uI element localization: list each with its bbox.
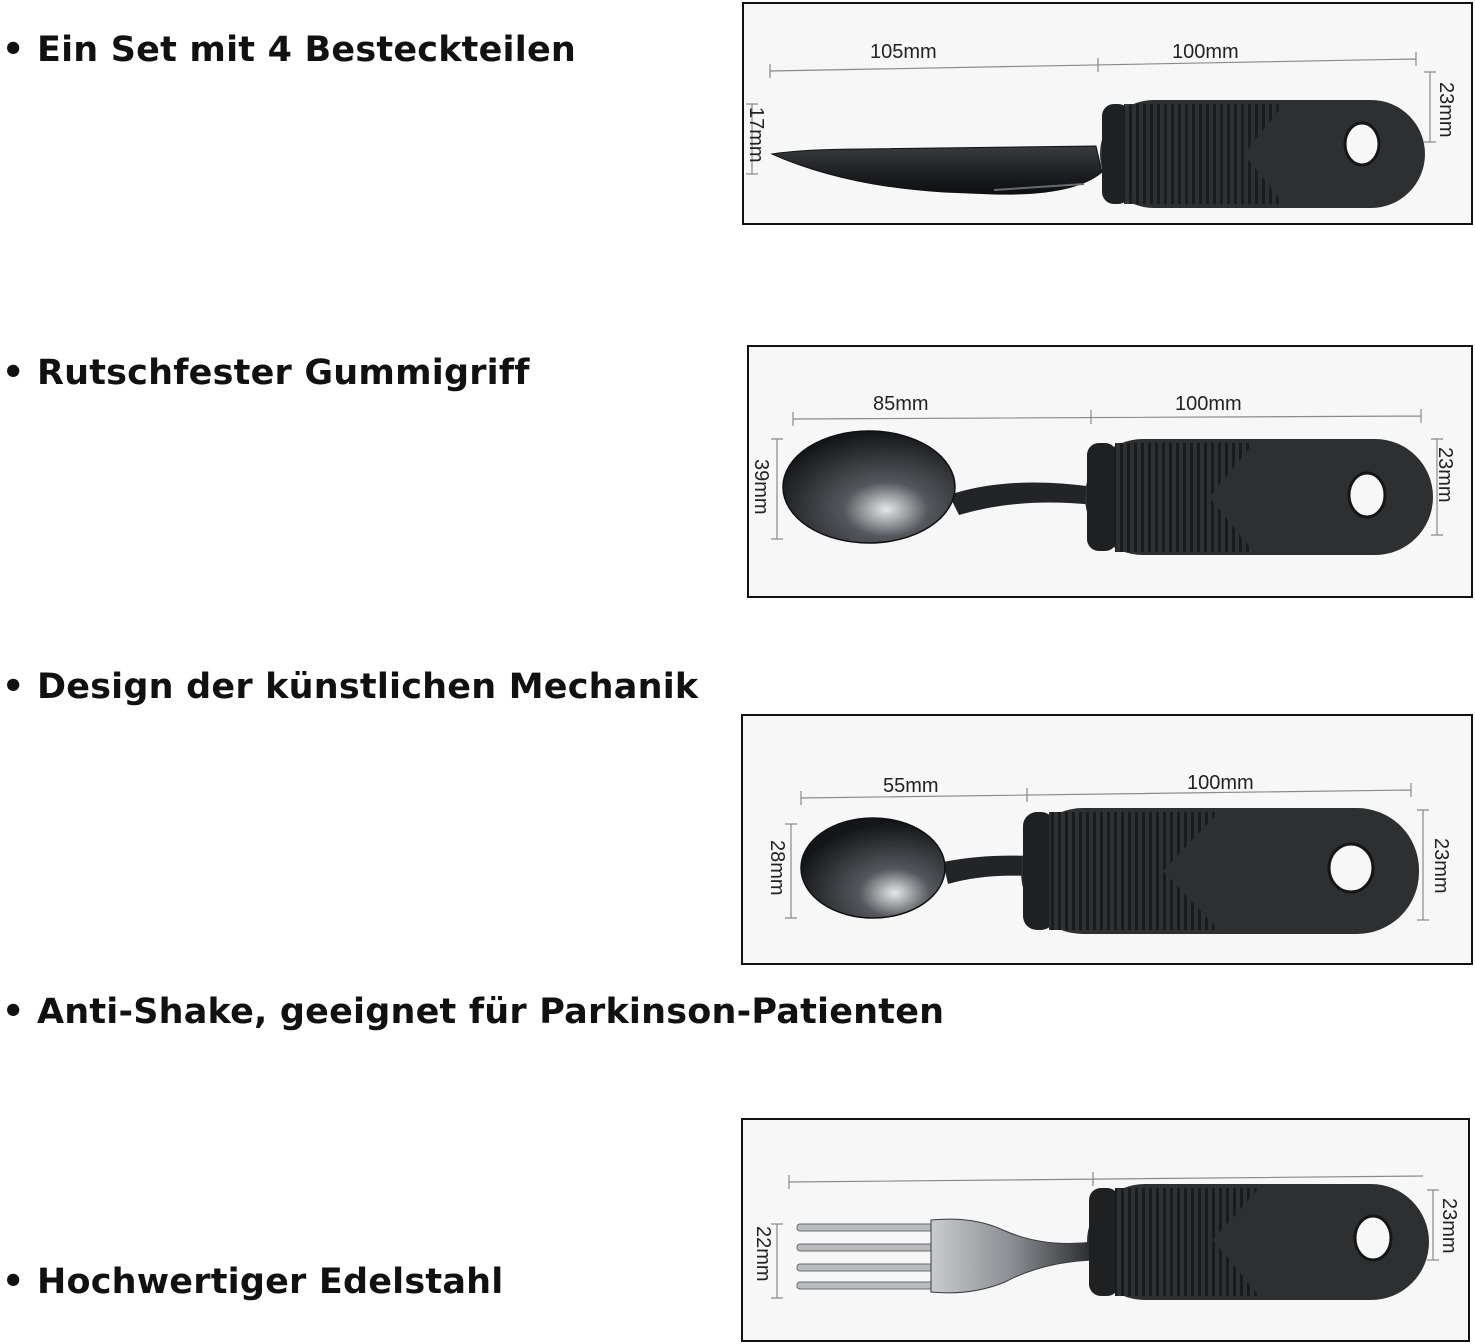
- feature-set-of-4: • Ein Set mit 4 Besteckteilen: [2, 30, 577, 70]
- teaspoon-head-length-label: 55mm: [883, 775, 939, 797]
- tablespoon-handle-width-label: 23mm: [1434, 447, 1456, 503]
- feature-non-slip-grip: • Rutschfester Gummigriff: [2, 353, 530, 393]
- tablespoon-head-length-label: 85mm: [873, 393, 929, 415]
- knife-panel: [742, 2, 1473, 225]
- fork-tines: [797, 1224, 937, 1289]
- feature-stainless-steel: • Hochwertiger Edelstahl: [2, 1262, 504, 1302]
- knife-head-length-label: 105mm: [870, 41, 937, 63]
- fork-head: [931, 1219, 1093, 1293]
- fork-illustration: [743, 1120, 1468, 1340]
- fork-head-width-label: 22mm: [752, 1226, 774, 1282]
- feature-anti-shake: • Anti-Shake, geeignet für Parkinson-Patienten: [2, 992, 945, 1032]
- tablespoon-panel: [747, 345, 1473, 598]
- knife-head-width-label: 17mm: [745, 107, 767, 163]
- teaspoon-bowl: [801, 818, 945, 918]
- tablespoon-bowl: [783, 431, 955, 543]
- tablespoon-head-width-label: 39mm: [750, 459, 772, 515]
- knife-handle-width-label: 23mm: [1435, 82, 1457, 138]
- teaspoon-head-width-label: 28mm: [766, 840, 788, 896]
- fork-panel: [741, 1118, 1470, 1342]
- tablespoon-illustration: [749, 347, 1471, 596]
- feature-mechanical-design: • Design der künstlichen Mechanik: [2, 667, 699, 707]
- tablespoon-handle-length-label: 100mm: [1175, 393, 1242, 415]
- teaspoon-handle-width-label: 23mm: [1430, 838, 1452, 894]
- fork-handle-width-label: 23mm: [1438, 1198, 1460, 1254]
- teaspoon-handle-length-label: 100mm: [1187, 772, 1254, 794]
- teaspoon-panel: [741, 714, 1473, 965]
- knife-handle-length-label: 100mm: [1172, 41, 1239, 63]
- teaspoon-illustration: [743, 716, 1471, 963]
- knife-illustration: [744, 4, 1471, 223]
